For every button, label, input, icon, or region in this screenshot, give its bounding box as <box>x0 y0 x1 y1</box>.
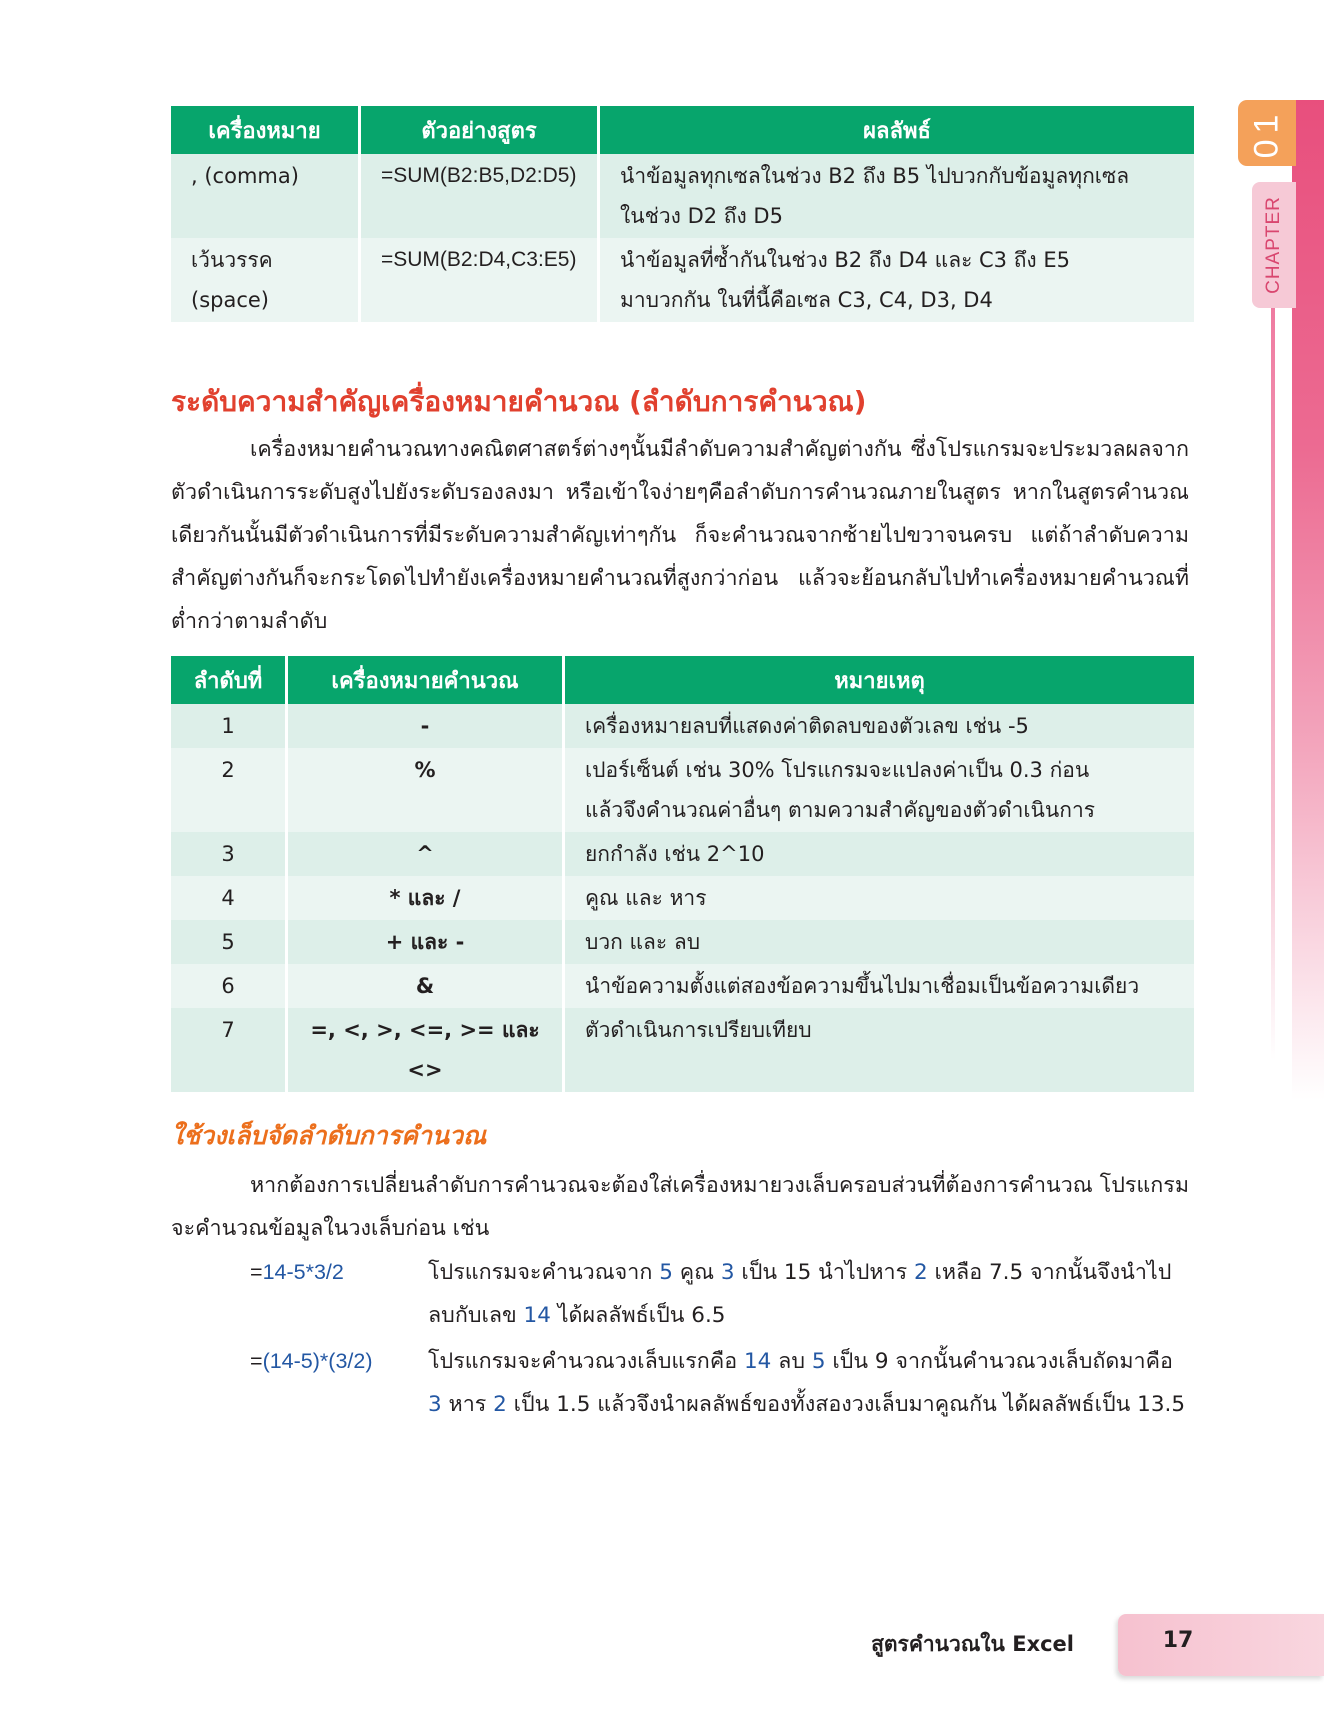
column-header: หมายเหตุ <box>565 656 1194 704</box>
operator-cell: - <box>288 704 562 748</box>
table-row <box>171 876 1194 920</box>
example-formula: =14-5*3/2 <box>250 1260 344 1284</box>
table-row <box>171 238 1194 322</box>
note-line: เปอร์เซ็นต์ เช่น 30% โปรแกรมจะแปลงค่าเป็น 0.3 ก่อน <box>585 758 1090 782</box>
operator-cell: =, <, >, <=, >= และ <> <box>288 1008 562 1092</box>
example-description: โปรแกรมจะคำนวณจาก 5 คูณ 3 เป็น 15 นำไปหาร 2 เหลือ 7.5 จากนั้นจึงนำไปลบกับเลข 14 ได้ผลลัพธ์เป็น 6.5 <box>428 1260 1172 1328</box>
table-row <box>171 704 1194 748</box>
formula-cell: =SUM(B2:D4,C3:E5) <box>361 238 597 322</box>
example-list <box>171 1251 1191 1429</box>
symbol-line: (space) <box>191 288 269 312</box>
column-header: เครื่องหมายคำนวณ <box>288 656 562 704</box>
note-cell: บวก และ ลบ <box>565 920 1194 964</box>
page-number: 17 <box>1162 1628 1194 1653</box>
note-cell <box>565 748 1194 832</box>
operator-cell: + และ - <box>288 920 562 964</box>
symbol-line: เว้นวรรค <box>191 248 273 272</box>
subsection-paragraph <box>171 1164 1189 1250</box>
result-line: ในช่วง D2 ถึง D5 <box>620 204 783 228</box>
paragraph-text: เครื่องหมายคำนวณทางคณิตศาสตร์ต่างๆนั้นมีลำดับความสำคัญต่างกัน ซึ่งโปรแกรมจะประมวลผลจากตัวดำเนินการระดับสูงไปยังระดับรองลงมา หรือเข้าใจง่ายๆคือลำดับการคำนวณภายในสูตร หากในสูตรคำนวณเดียวกันนั้นมีตัวดำเนินการที่มีระดับความสำคัญเท่าๆกัน ก็จะคำนวณจากซ้ายไปขวาจนครบ แต่ถ้าลำดับความสำคัญต่างกันก็จะกระโดดไปทำยังเครื่องหมายคำนวณที่สูงกว่าก่อน แล้วจะย้อนกลับไปทำเครื่องหมายคำนวณที่ต่ำกว่าตามลำดับ <box>171 437 1189 634</box>
operator-cell: ^ <box>288 832 562 876</box>
order-cell: 1 <box>171 704 285 748</box>
example-description: โปรแกรมจะคำนวณวงเล็บแรกคือ 14 ลบ 5 เป็น 9 จากนั้นคำนวณวงเล็บถัดมาคือ 3 หาร 2 เป็น 1.5 แล้วจึงนำผลลัพธ์ของทั้งสองวงเล็บมาคูณกัน ได้ผลลัพธ์เป็น 13.5 <box>428 1349 1186 1417</box>
operator-precedence-table <box>168 656 1197 1092</box>
chapter-side-band <box>1292 100 1324 1100</box>
order-cell: 5 <box>171 920 285 964</box>
table-row <box>171 832 1194 876</box>
note-line: แล้วจึงคำนวณค่าอื่นๆ ตามความสำคัญของตัวดำเนินการ <box>585 798 1096 822</box>
table-header-row <box>171 656 1194 704</box>
order-cell: 4 <box>171 876 285 920</box>
reference-operator-table <box>168 106 1197 322</box>
table-row <box>171 748 1194 832</box>
table-row <box>171 920 1194 964</box>
subsection-heading: ใช้วงเล็บจัดลำดับการคำนวณ <box>171 1121 487 1150</box>
result-line: นำข้อมูลที่ซ้ำกันในช่วง B2 ถึง D4 และ C3 ถึง E5 <box>620 248 1070 272</box>
column-header: เครื่องหมาย <box>171 106 358 154</box>
section-heading: ระดับความสำคัญเครื่องหมายคำนวณ (ลำดับการคำนวณ) <box>171 385 867 418</box>
section-paragraph <box>171 428 1189 643</box>
note-cell: ยกกำลัง เช่น 2^10 <box>565 832 1194 876</box>
chapter-number-tab <box>1238 100 1296 166</box>
table-row <box>171 964 1194 1008</box>
note-cell: เครื่องหมายลบที่แสดงค่าติดลบของตัวเลข เช่น -5 <box>565 704 1194 748</box>
symbol-cell <box>171 238 358 322</box>
chapter-label: CHAPTER <box>1263 196 1285 294</box>
note-cell: นำข้อความตั้งแต่สองข้อความขึ้นไปมาเชื่อมเป็นข้อความเดียว <box>565 964 1194 1008</box>
order-cell: 2 <box>171 748 285 832</box>
table-row <box>171 154 1194 238</box>
order-cell: 3 <box>171 832 285 876</box>
chapter-number: 01 <box>1247 108 1286 158</box>
chapter-side-line <box>1271 300 1275 1060</box>
operator-cell: % <box>288 748 562 832</box>
result-line: นำข้อมูลทุกเซลในช่วง B2 ถึง B5 ไปบวกกับข้อมูลทุกเซล <box>620 164 1130 188</box>
operator-cell: * และ / <box>288 876 562 920</box>
note-cell: คูณ และ หาร <box>565 876 1194 920</box>
column-header: ตัวอย่างสูตร <box>361 106 597 154</box>
footer-title: สูตรคำนวณใน Excel <box>871 1632 1074 1656</box>
paragraph-text: หากต้องการเปลี่ยนลำดับการคำนวณจะต้องใส่เครื่องหมายวงเล็บครอบส่วนที่ต้องการคำนวณ โปรแกรมจะคำนวณข้อมูลในวงเล็บก่อน เช่น <box>171 1173 1189 1241</box>
result-cell <box>600 154 1194 238</box>
order-cell: 7 <box>171 1008 285 1092</box>
result-cell <box>600 238 1194 322</box>
example-item <box>171 1251 1191 1337</box>
order-cell: 6 <box>171 964 285 1008</box>
column-header: ผลลัพธ์ <box>600 106 1194 154</box>
example-formula: =(14-5)*(3/2) <box>250 1349 373 1373</box>
column-header: ลำดับที่ <box>171 656 285 704</box>
table-header-row <box>171 106 1194 154</box>
example-item <box>171 1340 1191 1426</box>
formula-cell: =SUM(B2:B5,D2:D5) <box>361 154 597 238</box>
note-cell: ตัวดำเนินการเปรียบเทียบ <box>565 1008 1194 1092</box>
result-line: มาบวกกัน ในที่นี้คือเซล C3, C4, D3, D4 <box>620 288 993 312</box>
operator-cell: & <box>288 964 562 1008</box>
symbol-cell: , (comma) <box>171 154 358 238</box>
chapter-label-tab <box>1252 182 1296 308</box>
table-row <box>171 1008 1194 1092</box>
